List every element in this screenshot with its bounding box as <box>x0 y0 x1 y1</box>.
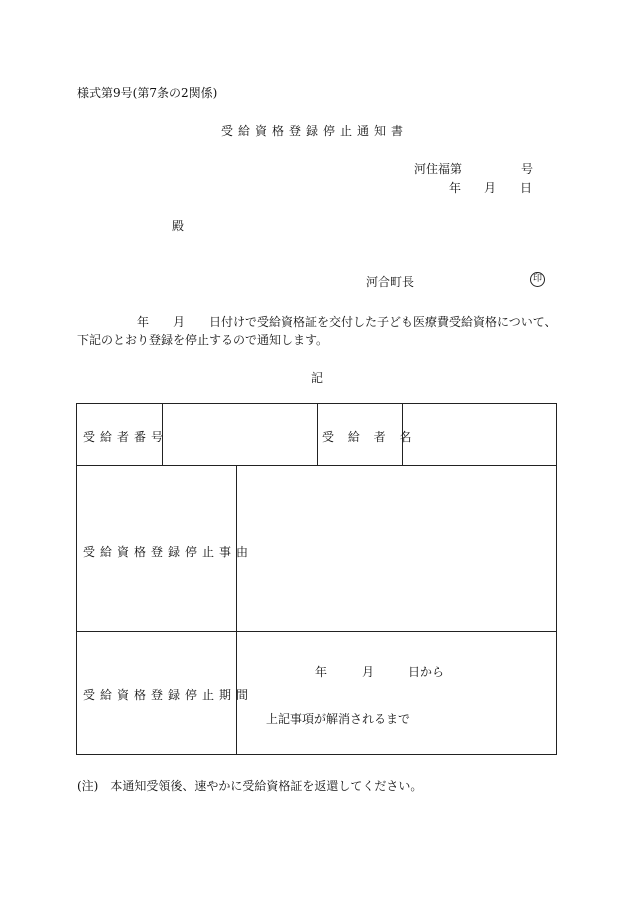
period-month: 月 <box>362 665 375 679</box>
body-line1: 日付けで受給資格証を交付した子ども医療費受給資格について、 <box>209 315 557 329</box>
info-table <box>76 403 557 755</box>
addressee-honorific: 殿 <box>172 219 185 233</box>
period-until: 上記事項が解消されるまで <box>266 712 411 726</box>
recipient-number-label: 受給者番号 <box>83 430 169 444</box>
period-from: 日から <box>408 665 445 679</box>
body-year: 年 <box>137 315 150 329</box>
period-label: 受給資格登録停止期間 <box>83 688 254 702</box>
sender-title: 河合町長 <box>366 275 415 289</box>
date-day: 日 <box>520 181 533 195</box>
doc-number-suffix: 号 <box>521 162 534 176</box>
note: (注) 本通知受領後、速やかに受給資格証を返還してください。 <box>77 779 423 793</box>
col-divider-4 <box>236 466 237 754</box>
doc-number-prefix: 河住福第 <box>414 162 463 176</box>
body-month: 月 <box>173 315 186 329</box>
recipient-name-label: 受 給 者 名 <box>322 430 417 444</box>
ki-heading: 記 <box>311 371 324 385</box>
body-line2: 下記のとおり登録を停止するので通知します。 <box>77 333 329 347</box>
date-month: 月 <box>484 181 497 195</box>
form-label: 様式第9号(第7条の2関係) <box>77 86 218 100</box>
date-year: 年 <box>449 181 462 195</box>
document-title: 受給資格登録停止通知書 <box>221 124 409 138</box>
seal-mark: 印 <box>530 272 545 287</box>
period-year: 年 <box>315 665 328 679</box>
col-divider-2 <box>317 404 318 466</box>
reason-label: 受給資格登録停止事由 <box>83 545 254 559</box>
row-divider-2 <box>77 631 556 632</box>
